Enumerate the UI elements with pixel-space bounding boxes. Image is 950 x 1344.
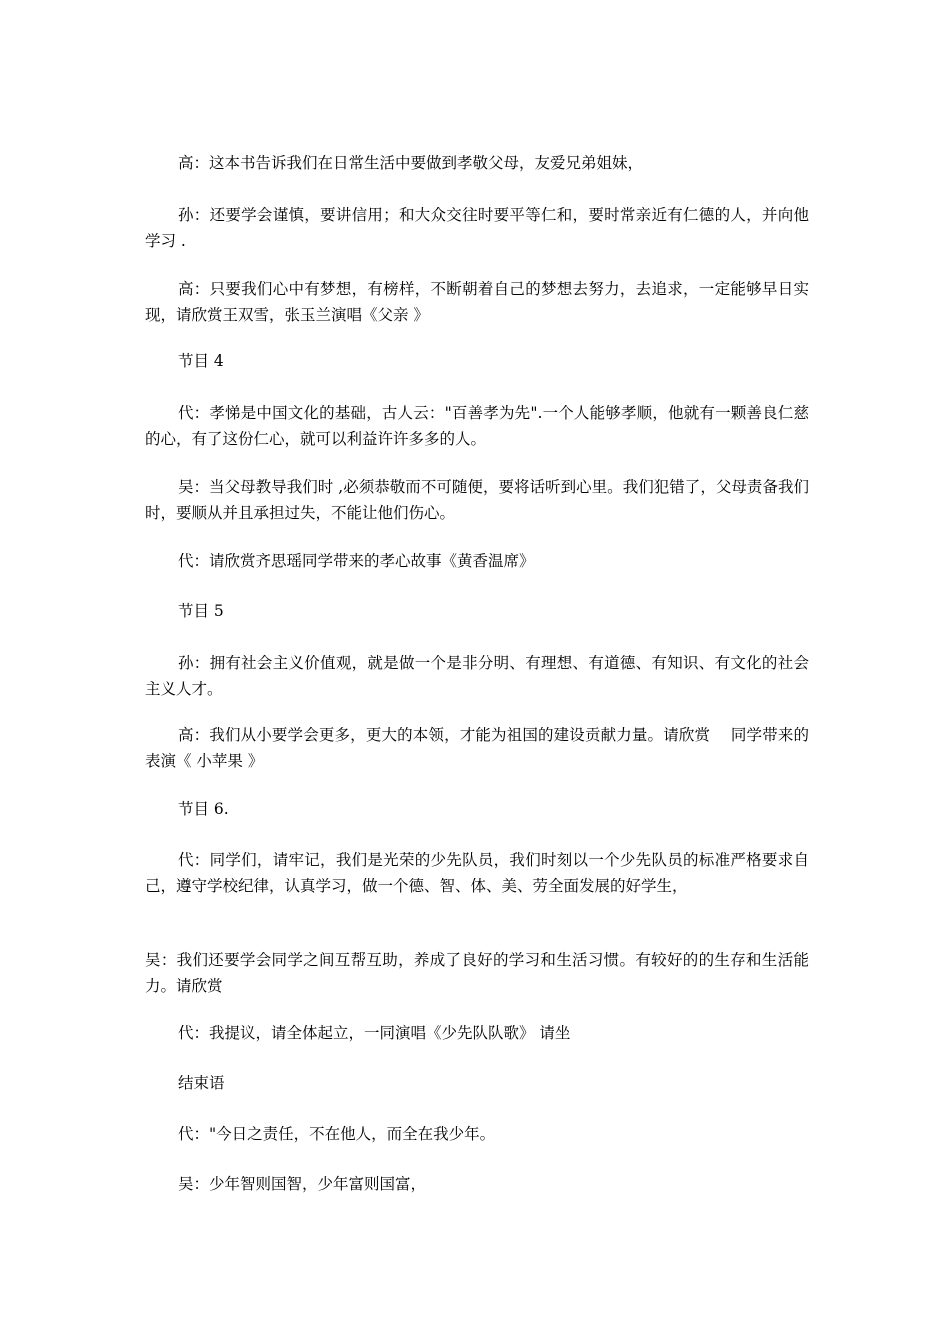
paragraph-dai-1: 代：孝悌是中国文化的基础，古人云："百善孝为先".一个人能够孝顺，他就有一颗善良仁慈的心，有了这份仁心，就可以利益许许多多的人。	[145, 404, 809, 448]
section-heading-program-5: 节目 5	[178, 602, 224, 620]
paragraph-dai-3: 代：同学们，请牢记，我们是光荣的少先队员，我们时刻以一个少先队员的标准严格要求自己，遵守学校纪律，认真学习，做一个德、智、体、美、劳全面发展的好学生，	[145, 851, 809, 895]
paragraph-gao-3: 高：我们从小要学会更多，更大的本领，才能为祖国的建设贡献力量。请欣赏 同学带来的表演《 小苹果 》	[145, 726, 809, 770]
paragraph-dai-5: 代："今日之责任，不在他人，而全在我少年。	[178, 1125, 496, 1143]
paragraph-wu-3: 吴：少年智则国智，少年富则国富，	[178, 1175, 427, 1193]
paragraph-gao-2: 高：只要我们心中有梦想，有榜样，不断朝着自己的梦想去努力，去追求，一定能够早日实现，请欣赏王双雪，张玉兰演唱《父亲 》	[145, 280, 809, 324]
paragraph-dai-4: 代：我提议，请全体起立，一同演唱《少先队队歌》 请坐	[178, 1024, 571, 1042]
paragraph-wu-2: 吴：我们还要学会同学之间互帮互助，养成了良好的学习和生活习惯。有较好的的生存和生活能力。请欣赏	[145, 951, 809, 995]
paragraph-gao-1: 高：这本书告诉我们在日常生活中要做到孝敬父母，友爱兄弟姐妹，	[178, 154, 644, 172]
section-heading-closing: 结束语	[178, 1074, 225, 1092]
paragraph-sun-2: 孙：拥有社会主义价值观，就是做一个是非分明、有理想、有道德、有知识、有文化的社会主义人才。	[145, 654, 809, 698]
section-heading-program-4: 节目 4	[178, 352, 224, 370]
paragraph-wu-1: 吴：当父母教导我们时 ,必须恭敬而不可随便，要将话听到心里。我们犯错了，父母责备我们时，要顺从并且承担过失，不能让他们伤心。	[145, 478, 809, 522]
paragraph-sun-1: 孙：还要学会谨慎，要讲信用；和大众交往时要平等仁和，要时常亲近有仁德的人，并向他学习 .	[145, 206, 809, 250]
section-heading-program-6: 节目 6.	[178, 800, 229, 818]
paragraph-dai-2: 代：请欣赏齐思瑶同学带来的孝心故事《黄香温席》	[178, 552, 535, 570]
